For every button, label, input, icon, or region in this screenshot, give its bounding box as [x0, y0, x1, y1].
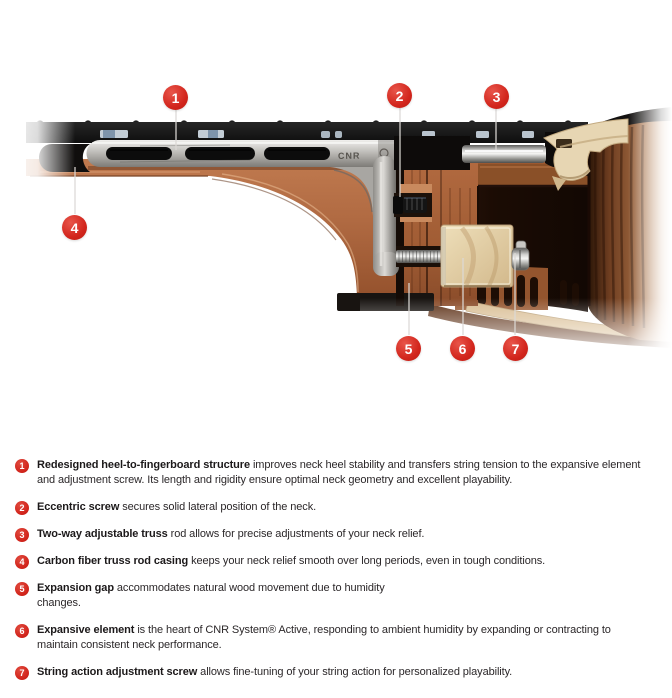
fingerboard: [26, 121, 588, 144]
legend-bullet-6: 6: [15, 624, 29, 638]
legend-text-5: accommodates natural wood movement due to humidity changes.: [37, 582, 385, 609]
legend-title-3: Two-way adjustable truss: [37, 528, 168, 540]
heel-to-fingerboard-structure: [87, 140, 398, 170]
legend-bullet-2: 2: [15, 501, 29, 515]
legend-item-7: [15, 665, 654, 680]
legend-text-1: improves neck heel stability and transfers string tension to the expansive element and adjustment screw. Its length and rigidity ensure optimal neck geometry and excellent playability.: [37, 459, 641, 486]
callout-7: 7: [503, 336, 528, 361]
legend-item-3: [15, 527, 654, 542]
legend-bullet-5: 5: [15, 582, 29, 596]
legend-title-1: Redesigned heel-to-fingerboard structure: [37, 459, 250, 471]
legend-text-4: keeps your neck relief smooth over long periods, even in tough conditions.: [191, 555, 546, 567]
legend-text-2: secures solid lateral position of the neck.: [122, 501, 317, 513]
legend: [0, 430, 672, 680]
legend-item-2: [15, 500, 654, 515]
callout-1: 1: [163, 85, 188, 110]
legend-text-6: is the heart of CNR System® Active, responding to ambient humidity by expanding or contracting to maintain consistent neck performance.: [37, 624, 611, 651]
legend-item-4: [15, 554, 654, 569]
legend-title-6: Expansive element: [37, 624, 135, 636]
legend-bullet-4: 4: [15, 555, 29, 569]
callout-2: 2: [387, 83, 412, 108]
legend-title-2: Eccentric screw: [37, 501, 120, 513]
legend-bullet-7: 7: [15, 666, 29, 680]
truss-threaded-rod: [396, 246, 443, 267]
legend-text-3: rod allows for precise adjustments of your neck relief.: [170, 528, 425, 540]
legend-bullet-3: 3: [15, 528, 29, 542]
callout-5: 5: [396, 336, 421, 361]
legend-text-7: allows fine-tuning of your string action for personalized playability.: [200, 666, 513, 678]
legend-item-6: [15, 623, 654, 653]
callout-3: 3: [484, 84, 509, 109]
expansive-element: [441, 225, 513, 287]
legend-bullet-1: 1: [15, 459, 29, 473]
legend-title-5: Expansion gap: [37, 582, 114, 594]
legend-item-5: [15, 581, 654, 611]
brand-engraving: CNR: [337, 150, 361, 161]
legend-title-4: Carbon fiber truss rod casing: [37, 555, 189, 567]
legend-item-1: [15, 458, 654, 488]
callout-6: 6: [450, 336, 475, 361]
legend-title-7: String action adjustment screw: [37, 666, 198, 678]
callout-4: 4: [62, 215, 87, 240]
